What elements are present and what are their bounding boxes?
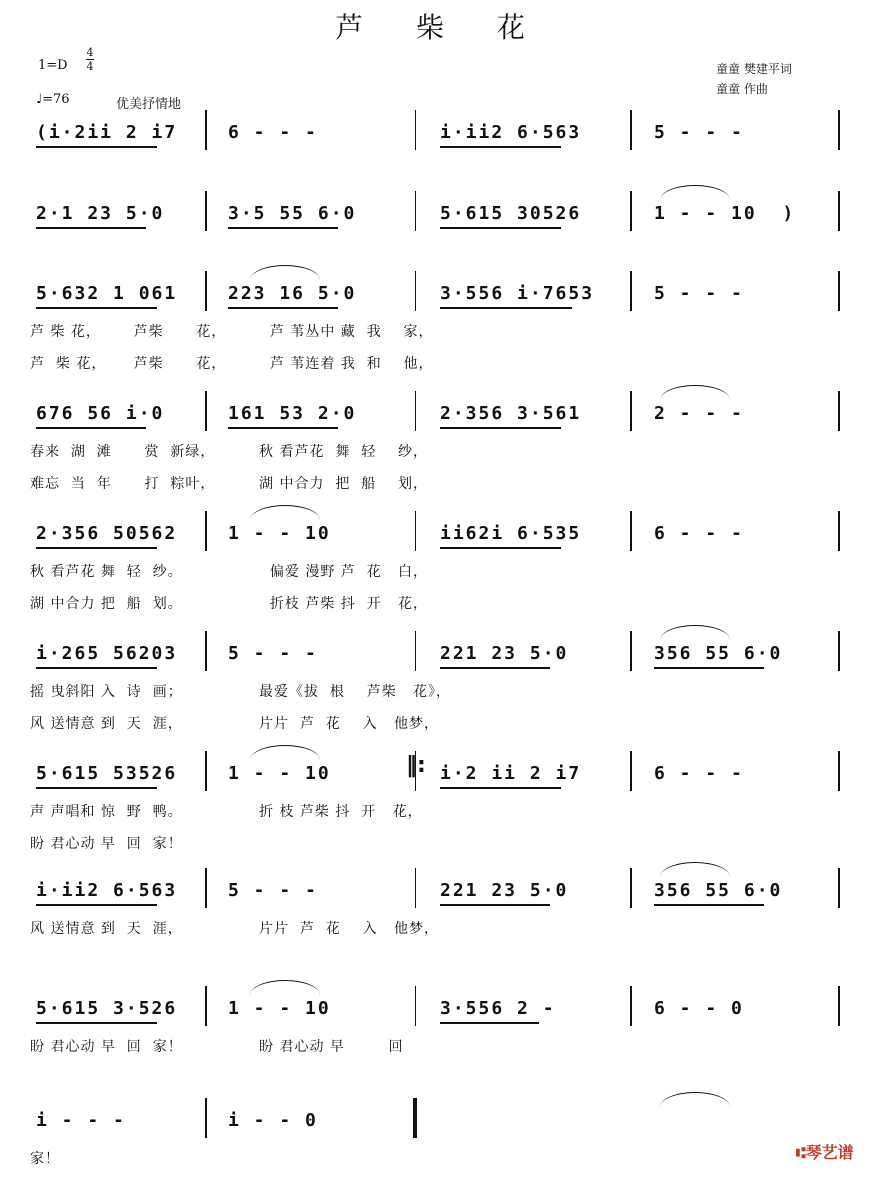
measure: i·ii2 6·563 — [440, 122, 582, 143]
beam-line — [36, 787, 157, 789]
beam-line — [228, 227, 338, 229]
time-signature — [86, 46, 94, 73]
bar-line — [205, 751, 207, 791]
bar-line — [205, 631, 207, 671]
bar-line — [415, 391, 416, 431]
bar-line — [205, 271, 207, 311]
beam-line — [440, 307, 572, 309]
bar-line — [838, 110, 840, 150]
notes-line — [30, 880, 850, 910]
measure: (i·2ii 2 i7 — [36, 122, 178, 143]
beam-line — [36, 1022, 157, 1024]
lyric-line: 盼 君心动 早 回 家！ 盼 君心动 早 回 — [30, 1039, 404, 1055]
slur-mark — [660, 625, 730, 640]
measure: 5 - - - — [654, 122, 744, 143]
measure: 1 - - 10 — [228, 998, 331, 1019]
measure: i·2 ii 2 i7 — [440, 763, 582, 784]
measure: 5 - - - — [654, 283, 744, 304]
repeat-sign: ‖: — [406, 753, 426, 778]
score-row — [30, 403, 850, 493]
beam-line — [36, 547, 157, 549]
measure: 2·1 23 5·0 — [36, 203, 165, 224]
measure: 223 16 5·0 — [228, 283, 357, 304]
measure: 5·615 53526 — [36, 763, 178, 784]
measure: 1 - - 10 — [228, 523, 331, 544]
score-row — [30, 753, 850, 853]
measure: 1 - - 10 ) — [654, 203, 796, 224]
bar-line — [630, 631, 632, 671]
beam-line — [440, 904, 550, 906]
beam-line — [440, 146, 561, 148]
measure: 1 - - 10 — [228, 763, 331, 784]
measure: 2 - - - — [654, 403, 744, 424]
watermark-logo — [796, 1140, 854, 1163]
measure: 6 - - 0 — [654, 998, 744, 1019]
score-row — [30, 880, 850, 970]
bar-line — [205, 391, 207, 431]
measure: 356 55 6·0 — [654, 880, 783, 901]
beam-line — [36, 427, 146, 429]
notes-line — [30, 203, 850, 233]
measure: 161 53 2·0 — [228, 403, 357, 424]
watermark-text: 琴艺谱 — [805, 1143, 854, 1162]
notes-line — [30, 643, 850, 673]
bar-line — [838, 631, 840, 671]
measure: 5 - - - — [228, 880, 318, 901]
bar-line — [838, 751, 840, 791]
beam-line — [36, 904, 157, 906]
measure: 5·632 1 061 — [36, 283, 178, 304]
bar-line — [415, 191, 416, 231]
measure: 2·356 50562 — [36, 523, 178, 544]
bar-line — [415, 110, 416, 150]
composer-credit: 童童 作曲 — [716, 82, 768, 96]
measure: 221 23 5·0 — [440, 643, 569, 664]
watermark-icon: ⑆ — [796, 1143, 806, 1162]
beam-line — [654, 904, 764, 906]
notes-line — [30, 403, 850, 433]
bar-line — [205, 986, 207, 1026]
lyric-line: 秋 看芦花 舞 轻 纱。 偏爱 漫野 芦 花 白， — [30, 564, 429, 580]
notes-line — [30, 283, 850, 313]
notes-line — [30, 998, 850, 1028]
score-row — [30, 1110, 850, 1200]
measure: 6 - - - — [654, 763, 744, 784]
measure: ii62i 6·535 — [440, 523, 582, 544]
slur-mark — [250, 745, 320, 760]
measure: 6 - - - — [654, 523, 744, 544]
bar-line — [415, 868, 416, 908]
slur-mark — [250, 505, 320, 520]
beam-line — [36, 146, 157, 148]
notes-line — [30, 523, 850, 553]
measure: i - - 0 — [228, 1110, 318, 1131]
beam-line — [440, 547, 561, 549]
bar-line — [415, 986, 416, 1026]
beam-line — [36, 307, 157, 309]
measure: 356 55 6·0 — [654, 643, 783, 664]
bar-line — [838, 391, 840, 431]
bar-line — [630, 511, 632, 551]
bar-line — [205, 1098, 207, 1138]
bar-line — [205, 191, 207, 231]
measure: 2·356 3·561 — [440, 403, 582, 424]
bar-line — [838, 511, 840, 551]
song-title: 芦 柴 花 — [335, 11, 547, 44]
beam-line — [36, 227, 146, 229]
measure: i·ii2 6·563 — [36, 880, 178, 901]
score-row — [30, 523, 850, 613]
bar-line — [205, 511, 207, 551]
expression-marking: 优美抒情地 — [116, 97, 182, 112]
measure: i - - - — [36, 1110, 126, 1131]
bar-line — [205, 110, 207, 150]
lyric-line: 盼 君心动 早 回 家！ — [30, 836, 183, 852]
measure: 676 56 i·0 — [36, 403, 165, 424]
bar-line — [413, 1098, 417, 1138]
bar-line — [630, 986, 632, 1026]
beam-line — [440, 1022, 539, 1024]
bar-line — [415, 511, 416, 551]
lyric-line: 春来 湖 滩 赏 新绿， 秋 看芦花 舞 轻 纱， — [30, 444, 429, 460]
bar-line — [205, 868, 207, 908]
lyric-line: 难忘 当 年 打 粽叶， 湖 中合力 把 船 划， — [30, 476, 429, 492]
lyric-line: 家！ — [30, 1151, 60, 1167]
beam-line — [36, 667, 157, 669]
notes-line — [30, 122, 850, 152]
slur-mark — [250, 980, 320, 995]
bar-line — [630, 391, 632, 431]
bar-line — [838, 986, 840, 1026]
measure: 3·5 55 6·0 — [228, 203, 357, 224]
key-signature: 1=D — [38, 58, 68, 73]
measure: i·265 56203 — [36, 643, 178, 664]
beam-line — [654, 667, 764, 669]
lyric-line: 摇 曳斜阳 入 诗 画； 最爱《拔 根 芦柴 花》， — [30, 684, 452, 700]
bar-line — [838, 191, 840, 231]
slur-mark — [660, 385, 730, 400]
beam-line — [440, 227, 561, 229]
measure: 5·615 3·526 — [36, 998, 178, 1019]
notes-line — [30, 1110, 850, 1140]
slur-mark — [660, 1092, 730, 1107]
measure: 5·615 30526 — [440, 203, 582, 224]
bar-line — [630, 751, 632, 791]
bar-line — [415, 271, 416, 311]
lyricist-credit: 童童 樊建平词 — [716, 62, 792, 76]
bar-line — [838, 868, 840, 908]
lyric-line: 芦 柴 花， 芦柴 花， 芦 苇丛中 藏 我 家， — [30, 324, 434, 340]
bar-line — [838, 271, 840, 311]
measure: 5 - - - — [228, 643, 318, 664]
beam-line — [440, 787, 561, 789]
slur-mark — [660, 862, 730, 877]
bar-line — [630, 191, 632, 231]
lyric-line: 风 送情意 到 天 涯， 片片 芦 花 入 他梦， — [30, 716, 439, 732]
bar-line — [630, 868, 632, 908]
lyric-line: 芦 柴 花， 芦柴 花， 芦 苇连着 我 和 他， — [30, 356, 434, 372]
lyric-line: 风 送情意 到 天 涯， 片片 芦 花 入 他梦， — [30, 921, 439, 937]
measure: 221 23 5·0 — [440, 880, 569, 901]
beam-line — [440, 667, 550, 669]
bar-line — [415, 631, 416, 671]
measure: 3·556 i·7653 — [440, 283, 595, 304]
lyric-line: 湖 中合力 把 船 划。 折枝 芦柴 抖 开 花， — [30, 596, 429, 612]
beam-line — [228, 427, 338, 429]
beam-line — [440, 427, 561, 429]
beam-line — [228, 307, 338, 309]
tempo-marking: ♩=76 — [36, 92, 70, 107]
score-row — [30, 203, 850, 293]
score-row — [30, 283, 850, 373]
measure: 3·556 2 - — [440, 998, 556, 1019]
score-row — [30, 643, 850, 733]
measure: 6 - - - — [228, 122, 318, 143]
score-row — [30, 998, 850, 1088]
bar-line — [630, 271, 632, 311]
time-sig-bottom: 4 — [86, 60, 94, 73]
bar-line — [630, 110, 632, 150]
lyric-line: 声 声唱和 惊 野 鸭。 折 枝 芦柴 抖 开 花， — [30, 804, 423, 820]
time-sig-top: 4 — [86, 46, 94, 59]
notes-line — [30, 763, 850, 793]
